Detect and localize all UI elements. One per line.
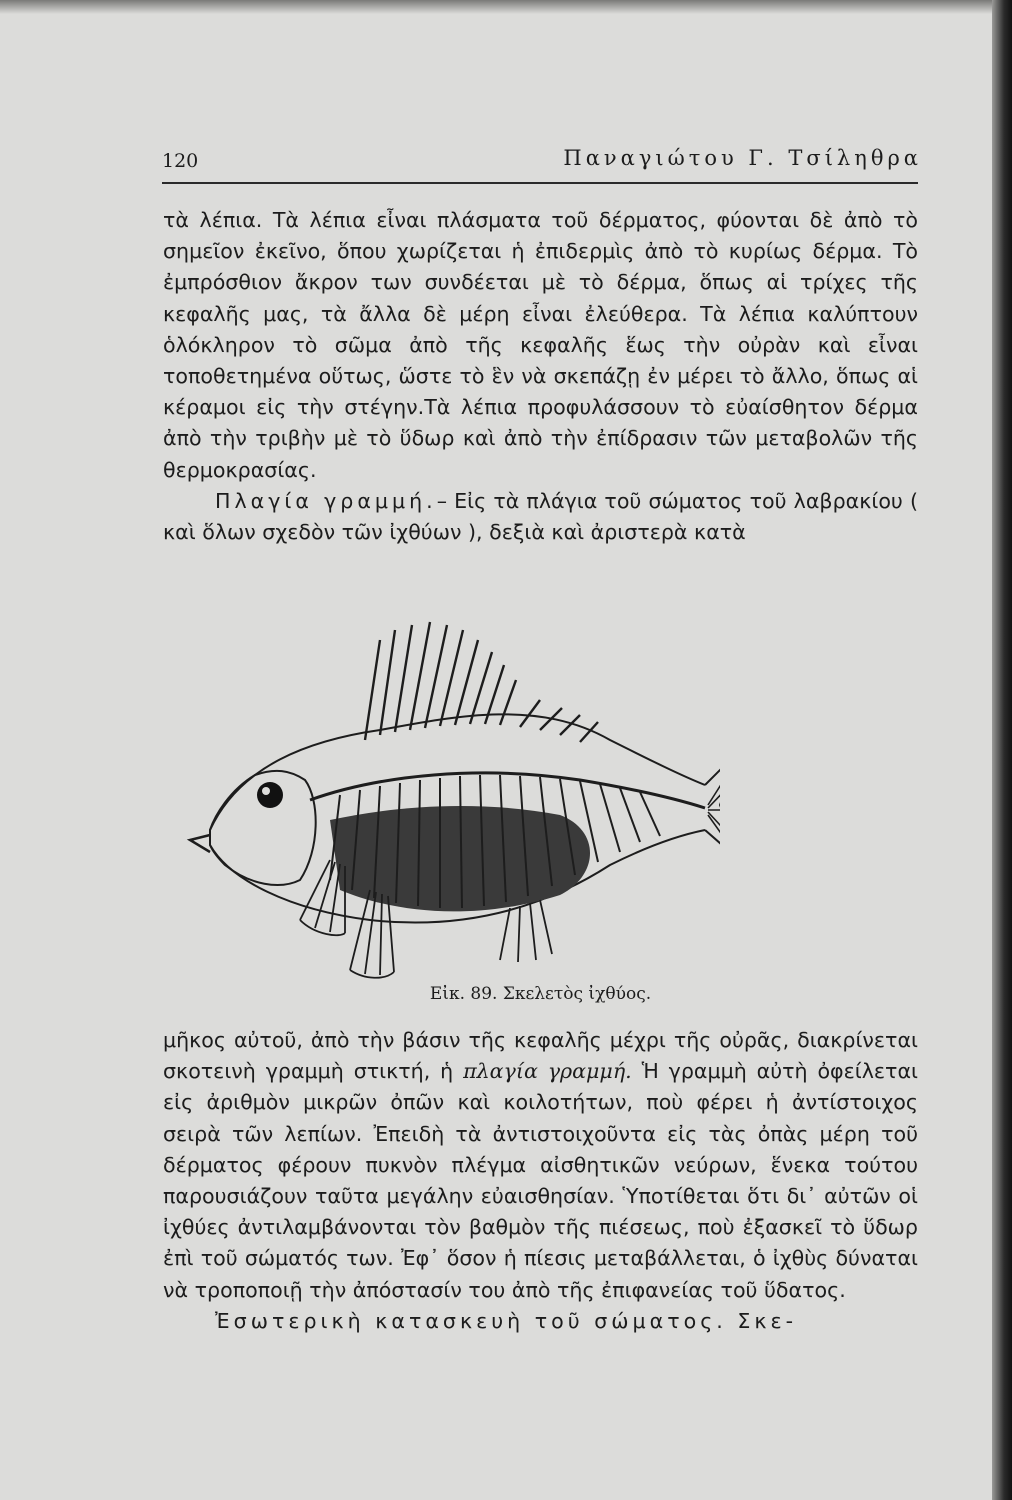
- paragraph-lateral-line-start: [163, 486, 918, 548]
- text-scales: [163, 205, 918, 548]
- paragraph-scales: τὰ λέπια. Τὰ λέπια εἶναι πλάσματα τοῦ δέρματος, φύονται δὲ ἀπὸ τὸ σημεῖον ἐκεῖνο, ὅπου χωρίζεται ἡ ἐπιδερμὶς ἀπὸ τὸ κυρίως δέρμα. Τὸ ἐμπρόσθιον ἄκρον των συνδέεται μὲ τὸ δέρμα, ὅπως αἱ τρίχες τῆς κεφαλῆς μας, τὰ ἄλλα δὲ μέρη εἶναι ἐλεύθερα. Τὰ λέπια καλύπτουν ὁλόκληρον τὸ σῶμα ἀπὸ τῆς κεφαλῆς ἕως τὴν οὐρὰν καὶ εἶναι τοποθετημένα οὕτως, ὥστε τὸ ἓν νὰ σκεπάζῃ ἐν μέρει τὸ ἄλλο, ὅπως αἱ κέραμοι εἰς τὴν στέγην.Τὰ λέπια προφυλάσσουν τὸ εὐαίσθητον δέρμα ἀπὸ τὴν τριβὴν μὲ τὸ ὕδωρ καὶ ἀπὸ τὴν ἐπίδρασιν τῶν μεταβολῶν τῆς θερμοκρασίας.: [163, 208, 918, 482]
- book-binding-edge: [992, 0, 1012, 1500]
- paragraph-lateral-line-continued: [163, 1025, 918, 1306]
- lateral-line-term: πλαγία γραμμή.: [463, 1059, 632, 1084]
- lateral-line-text-after: μῆκος αὐτοῦ, ἀπὸ τὴν βάσιν τῆς κεφαλῆς μέχρι τῆς οὐρᾶς, διακρίνεται σκοτεινὴ γραμμὴ στικτή, ἡ: [163, 1028, 918, 1084]
- fish-skeleton-icon: [180, 590, 720, 985]
- internal-structure-continuation: Σκε-: [726, 1308, 798, 1333]
- lateral-line-text-end: Ἡ γραμμὴ αὐτὴ ὀφείλεται εἰς ἀριθμὸν μικρῶν ὀπῶν καὶ κοιλοτήτων, ποὺ φέρει ἡ ἀντίστοιχος σειρὰ τῶν λεπίων. Ἐπειδὴ τὰ ἀντιστοιχοῦντα εἰς τὰς ὀπὰς μέρη τοῦ δέρματος φέρουν πυκνὸν πλέγμα αἰσθητικῶν νεύρων, ἕνεκα τούτου παρουσιάζουν ταῦτα μεγάλην εὐαισθησίαν. Ὑποτίθεται ὅτι δι᾽ αὐτῶν οἱ ἰχθύες ἀντιλαμβάνονται τὸν βαθμὸν τῆς πιέσεως, ποὺ ἐξασκεῖ τὸ ὕδωρ ἐπὶ τοῦ σώματός των. Ἐφ᾽ ὅσον ἡ πίεσις μεταβάλλεται, ὁ ἰχθὺς δύναται νὰ τροποποιῇ τὴν ἀπόστασίν του ἀπὸ τῆς ἐπιφανείας τοῦ ὕδατος.: [163, 1059, 918, 1302]
- page-number: 120: [162, 150, 199, 172]
- page-header: [162, 146, 922, 178]
- running-head: Παναγιώτου Γ. Τσίληθρα: [563, 146, 922, 170]
- internal-structure-heading: Ἐσωτερικὴ κατασκευὴ τοῦ σώματος.: [215, 1308, 727, 1333]
- paragraph-internal-structure: [163, 1306, 918, 1337]
- header-rule: [162, 182, 918, 184]
- figure-caption: Εἰκ. 89. Σκελετὸς ἰχθύος.: [429, 984, 652, 1004]
- lateral-line-heading: Πλαγία γραμμή.: [215, 488, 437, 513]
- lateral-line-text-start: – Εἰς τὰ πλάγια τοῦ σώματος τοῦ λαβρακίου ( καὶ ὅλων σχεδὸν τῶν ἰχθύων ), δεξιὰ καὶ ἀριστερὰ κατὰ: [163, 488, 918, 545]
- text-lateral-line: [163, 1025, 918, 1337]
- scan-shadow: [0, 0, 1012, 14]
